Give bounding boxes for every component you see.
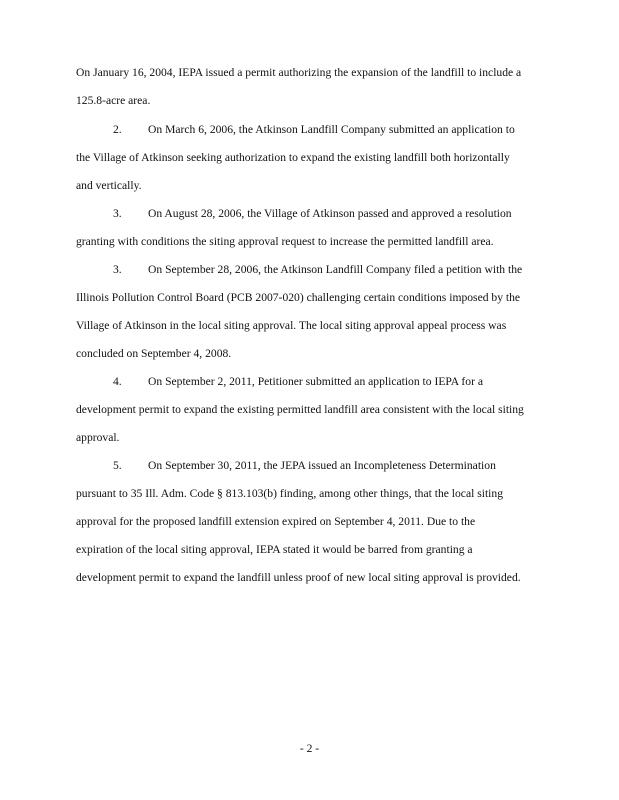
paragraph-line: 125.8-acre area.: [76, 94, 151, 107]
paragraph-line: the Village of Atkinson seeking authorization to expand the existing landfill both horizontally: [76, 151, 510, 164]
paragraph-line: On August 28, 2006, the Village of Atkinson passed and approved a resolution: [148, 207, 512, 220]
page-number: - 2 -: [299, 742, 320, 755]
paragraph-line: pursuant to 35 Ill. Adm. Code § 813.103(b) finding, among other things, that the local siting: [76, 487, 503, 500]
paragraph-line: Illinois Pollution Control Board (PCB 2007-020) challenging certain conditions imposed by the: [76, 291, 521, 304]
paragraph-line: Village of Atkinson in the local siting approval. The local siting approval appeal process was: [76, 319, 507, 332]
paragraph-line: concluded on September 4, 2008.: [76, 347, 232, 360]
paragraph-number: 3.: [113, 263, 122, 276]
paragraph-number: 2.: [113, 123, 122, 136]
paragraph-line: On September 28, 2006, the Atkinson Landfill Company filed a petition with the: [148, 263, 523, 276]
paragraph-line: expiration of the local siting approval, IEPA stated it would be barred from granting a: [76, 543, 473, 556]
paragraph-number: 3.: [113, 207, 122, 220]
paragraph-line: On September 2, 2011, Petitioner submitted an application to IEPA for a: [148, 375, 483, 388]
paragraph-line: and vertically.: [76, 179, 142, 192]
paragraph-line: approval for the proposed landfill extension expired on September 4, 2011. Due to the: [76, 515, 476, 528]
paragraph-line: On January 16, 2004, IEPA issued a permit authorizing the expansion of the landfill to include a: [76, 66, 522, 79]
paragraph-line: granting with conditions the siting approval request to increase the permitted landfill area.: [76, 235, 494, 248]
paragraph-number: 4.: [113, 375, 122, 388]
paragraph-line: On March 6, 2006, the Atkinson Landfill Company submitted an application to: [148, 123, 515, 136]
paragraph-line: development permit to expand the existing permitted landfill area consistent with the local siting: [76, 403, 524, 416]
paragraph-line: On September 30, 2011, the JEPA issued an Incompleteness Determination: [148, 459, 496, 472]
paragraph-line: development permit to expand the landfill unless proof of new local siting approval is provided.: [76, 571, 521, 584]
paragraph-number: 5.: [113, 459, 122, 472]
paragraph-line: approval.: [76, 431, 120, 444]
